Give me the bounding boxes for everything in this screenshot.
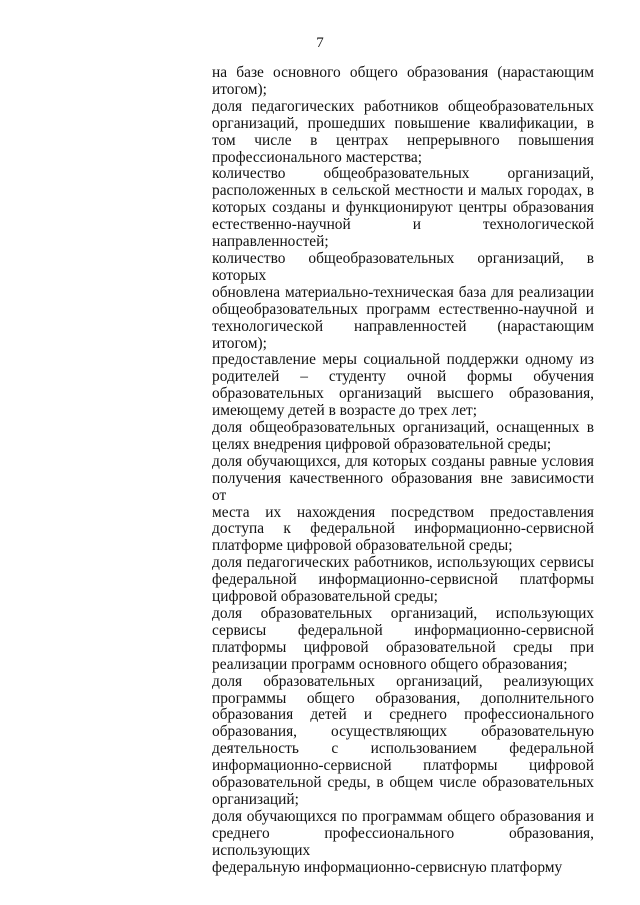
text-line: цифровой образовательной среды;	[212, 588, 438, 606]
text-line: целях внедрения цифровой образовательной среды;	[212, 435, 552, 453]
text-line: доля педагогических работников, использующих сервисы	[212, 554, 594, 572]
text-line: доля педагогических работников общеобразовательных	[212, 97, 594, 115]
text-line: сервисы федеральной информационно-сервисной	[212, 621, 594, 639]
text-line: направленностей;	[212, 233, 329, 251]
text-line: среднего профессионального образования, использующих	[212, 824, 594, 859]
text-line: образования детей и среднего профессионального	[212, 706, 594, 724]
text-line: родителей – студенту очной формы обучения	[212, 368, 594, 386]
paragraph	[212, 420, 594, 454]
text-line: организаций;	[212, 790, 299, 808]
text-line: профессионального мастерства;	[212, 148, 422, 166]
paragraph	[212, 809, 594, 877]
text-line: федеральной информационно-сервисной платформы	[212, 571, 594, 589]
paragraph	[212, 606, 594, 674]
text-line: доступа к федеральной информационно-сервисной	[212, 520, 594, 538]
text-line: образовательных организаций высшего образования,	[212, 385, 594, 403]
paragraph	[212, 352, 594, 420]
text-line: расположенных в сельской местности и малых городах, в	[212, 182, 594, 200]
text-line: деятельность с использованием федеральной	[212, 740, 594, 758]
page-number: 7	[316, 35, 324, 51]
text-line: реализации программ основного общего образования;	[212, 655, 568, 673]
text-line: предоставление меры социальной поддержки одному из	[212, 351, 594, 369]
paragraph	[212, 166, 594, 251]
text-line: на базе основного общего образования (нарастающим	[212, 64, 594, 81]
paragraph	[212, 674, 594, 809]
text-line: которых созданы и функционируют центры образования	[212, 199, 594, 217]
text-line: том числе в центрах непрерывного повышения	[212, 131, 594, 149]
text-line: естественно-научной и технологической	[212, 216, 594, 234]
body-text	[212, 65, 594, 877]
text-line: технологической направленностей (нарастающим	[212, 317, 594, 335]
text-line: образования, осуществляющих образовательную	[212, 723, 594, 741]
text-line: платформы цифровой образовательной среды при	[212, 638, 594, 656]
paragraph	[212, 454, 594, 555]
text-line: итогом);	[212, 80, 267, 98]
paragraph	[212, 65, 594, 99]
text-line: организаций, прошедших повышение квалификации, в	[212, 114, 594, 132]
text-line: программы общего образования, дополнительного	[212, 689, 594, 707]
paragraph	[212, 251, 594, 352]
text-line: информационно-сервисной платформы цифровой	[212, 757, 594, 775]
text-line: доля обучающихся по программам общего образования и	[212, 807, 594, 825]
paragraph	[212, 555, 594, 606]
text-line: итогом);	[212, 334, 267, 352]
text-line: доля обучающихся, для которых созданы равные условия	[212, 452, 594, 470]
text-line: образовательной среды, в общем числе образовательных	[212, 774, 594, 792]
text-line: количество общеобразовательных организаций, в которых	[212, 249, 594, 284]
text-line: платформе цифровой образовательной среды;	[212, 537, 513, 555]
paragraph	[212, 99, 594, 167]
text-line: обновлена материально-техническая база для реализации	[212, 283, 594, 301]
text-line: доля образовательных организаций, использующих	[212, 605, 594, 622]
text-line: количество общеобразовательных организаций,	[212, 165, 594, 183]
text-line: общеобразовательных программ естественно-научной и	[212, 300, 594, 318]
text-line: федеральную информационно-сервисную платформу	[212, 858, 563, 876]
text-line: доля общеобразовательных организаций, оснащенных в	[212, 419, 594, 437]
text-line: получения качественного образования вне зависимости от	[212, 469, 594, 504]
text-line: места их нахождения посредством предоставления	[212, 503, 594, 521]
text-line: имеющему детей в возрасте до трех лет;	[212, 402, 478, 420]
text-line: доля образовательных организаций, реализующих	[212, 672, 594, 690]
